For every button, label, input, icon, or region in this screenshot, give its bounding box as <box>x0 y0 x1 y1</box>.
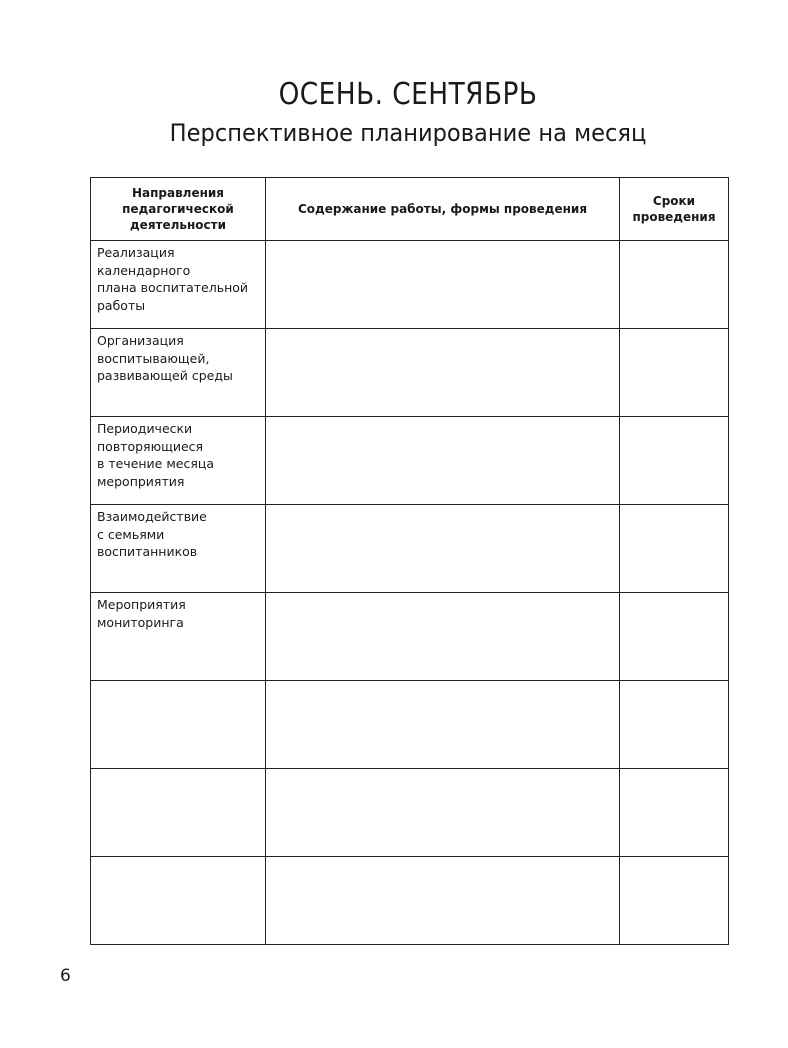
table-row <box>91 505 729 593</box>
content-cell[interactable] <box>266 681 620 769</box>
table-row <box>91 241 729 329</box>
header-timing: Сроки проведения <box>620 178 729 241</box>
direction-cell[interactable] <box>91 769 266 857</box>
timing-cell[interactable] <box>620 417 729 505</box>
page-number: 6 <box>60 966 71 986</box>
direction-cell: Реализация календарного плана воспитательной работы <box>91 241 266 329</box>
direction-cell[interactable] <box>91 857 266 945</box>
table-row <box>91 857 729 945</box>
content-cell[interactable] <box>266 857 620 945</box>
content-cell[interactable] <box>266 593 620 681</box>
content-cell[interactable] <box>266 329 620 417</box>
content-cell[interactable] <box>266 417 620 505</box>
direction-cell: Взаимодействие с семьями воспитанников <box>91 505 266 593</box>
table-row <box>91 593 729 681</box>
table-header-row <box>91 178 729 241</box>
header-direction: Направления педагогической деятельности <box>91 178 266 241</box>
header-content: Содержание работы, формы проведения <box>266 178 620 241</box>
timing-cell[interactable] <box>620 769 729 857</box>
table-row <box>91 769 729 857</box>
table-row <box>91 417 729 505</box>
timing-cell[interactable] <box>620 329 729 417</box>
content-cell[interactable] <box>266 241 620 329</box>
page-subtitle: Перспективное планирование на месяц <box>169 119 647 147</box>
direction-cell: Мероприятия мониторинга <box>91 593 266 681</box>
direction-cell: Организация воспитывающей, развивающей среды <box>91 329 266 417</box>
page-title: ОСЕНЬ. СЕНТЯБРЬ <box>278 77 538 112</box>
timing-cell[interactable] <box>620 505 729 593</box>
direction-cell[interactable] <box>91 681 266 769</box>
table-row <box>91 329 729 417</box>
content-cell[interactable] <box>266 505 620 593</box>
direction-cell: Периодически повторяющиеся в течение месяца мероприятия <box>91 417 266 505</box>
timing-cell[interactable] <box>620 857 729 945</box>
timing-cell[interactable] <box>620 593 729 681</box>
timing-cell[interactable] <box>620 681 729 769</box>
planning-table <box>90 177 729 945</box>
content-cell[interactable] <box>266 769 620 857</box>
timing-cell[interactable] <box>620 241 729 329</box>
table-row <box>91 681 729 769</box>
